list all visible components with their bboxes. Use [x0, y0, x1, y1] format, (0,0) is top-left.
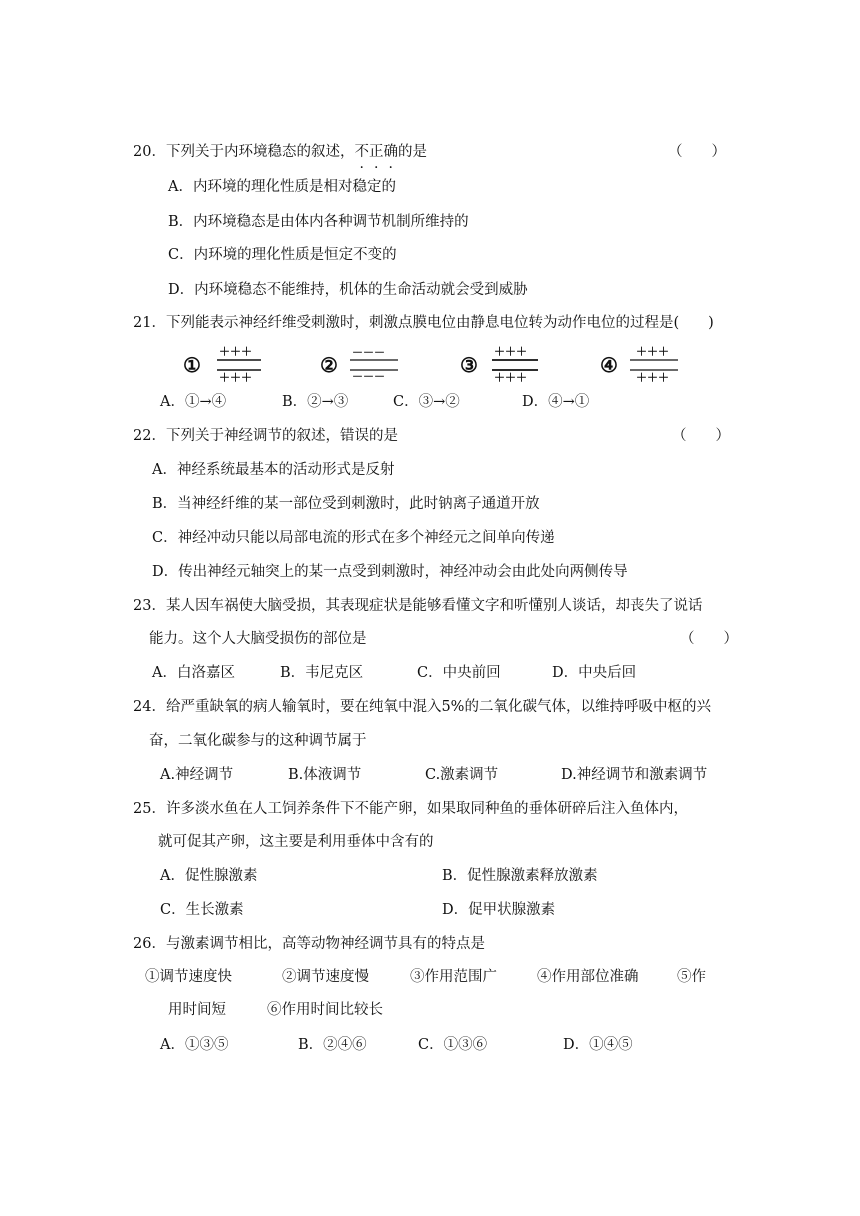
q21-figure-1: [183, 343, 273, 387]
q21-figure-4-top-charge: ＋＋＋: [636, 345, 669, 358]
q24-option-c: C.激素调节: [425, 767, 499, 783]
q24-option-a: A.神经调节: [160, 767, 234, 783]
q21-figure-2-top-charge: －－－: [352, 346, 385, 359]
q23-option-d: D．中央后回: [552, 665, 637, 681]
q26-option-a: A．①③⑤: [160, 1037, 229, 1053]
q21-figure-3-label: ③: [460, 353, 478, 377]
q20-stem-emphasis: 不正确: [354, 144, 398, 160]
q24-stem-line1: 24．给严重缺氧的病人输氧时，要在纯氧中混入5%的二氧化碳气体，以维持呼吸中枢的兴: [133, 699, 711, 715]
q21-figure-3: [460, 343, 550, 387]
q21-figure-2: [320, 343, 410, 387]
q21-option-c: C．③→②: [393, 394, 460, 410]
q20-stem: 20．下列关于内环境稳态的叙述，不正确的是: [133, 144, 427, 160]
q25-stem-line1: 25．许多淡水鱼在人工饲养条件下不能产卵，如果取同种鱼的垂体研碎后注入鱼体内，: [133, 801, 688, 817]
q26-stem: 26．与激素调节相比，高等动物神经调节具有的特点是: [133, 936, 485, 952]
membrane-diagram-icon: [217, 343, 277, 387]
q26-item-3: ③作用范围广: [410, 969, 497, 985]
q23-option-c: C．中央前回: [417, 665, 501, 681]
q24-stem-line2: 奋，二氧化碳参与的这种调节属于: [149, 733, 367, 749]
q22-option-d: D．传出神经元轴突上的某一点受到刺激时，神经冲动会由此处向两侧传导: [152, 564, 628, 580]
q21-figure-1-bottom-charge: ＋＋＋: [219, 371, 252, 384]
q26-option-b: B．②④⑥: [298, 1037, 367, 1053]
q26-item-6: ⑥作用时间比较长: [267, 1002, 383, 1018]
q20-option-d: D．内环境稳态不能维持，机体的生命活动就会受到威胁: [168, 282, 528, 298]
q24-option-d: D.神经调节和激素调节: [561, 767, 708, 783]
q25-option-b: B．促性腺激素释放激素: [442, 868, 598, 884]
q25-option-d: D．促甲状腺激素: [442, 902, 556, 918]
q21-stem: 21．下列能表示神经纤维受刺激时，刺激点膜电位由静息电位转为动作电位的过程是( ): [133, 315, 714, 331]
q25-option-a: A．促性腺激素: [160, 868, 258, 884]
q20-option-c: C．内环境的理化性质是恒定不变的: [168, 247, 397, 263]
q20-option-b: B．内环境稳态是由体内各种调节机制所维持的: [168, 214, 469, 230]
membrane-diagram-icon: [492, 343, 552, 387]
q22-option-b: B．当神经纤维的某一部位受到刺激时，此时钠离子通道开放: [152, 496, 540, 512]
q26-option-d: D．①④⑤: [563, 1037, 633, 1053]
q23-option-a: A．白洛嘉区: [152, 665, 235, 681]
q21-figure-3-bottom-charge: ＋＋＋: [494, 371, 527, 384]
q21-figure-3-top-charge: ＋＋＋: [494, 345, 527, 358]
q21-option-d: D．④→①: [522, 394, 590, 410]
q26-item-1: ①调节速度快: [145, 969, 232, 985]
q21-figure-2-bottom-charge: －－－: [352, 370, 385, 383]
q23-option-b: B．韦尼克区: [280, 665, 364, 681]
q26-item-5-cont: 用时间短: [168, 1002, 226, 1018]
membrane-diagram-icon: [630, 343, 690, 387]
q20-answer-blank[interactable]: （ ）: [668, 144, 726, 160]
q21-figure-4-label: ④: [600, 353, 618, 377]
q26-item-5: ⑤作: [677, 969, 706, 985]
q21-figure-1-label: ①: [183, 353, 201, 377]
q22-stem: 22．下列关于神经调节的叙述，错误的是: [133, 428, 398, 444]
q25-stem-line2: 就可促其产卵，这主要是利用垂体中含有的: [158, 834, 434, 850]
q22-option-a: A．神经系统最基本的活动形式是反射: [152, 462, 395, 478]
membrane-diagram-icon: [350, 343, 410, 387]
q25-option-c: C．生长激素: [160, 902, 244, 918]
q21-option-a: A．①→④: [160, 394, 227, 410]
q26-option-c: C．①③⑥: [418, 1037, 488, 1053]
q21-figure-1-top-charge: ＋＋＋: [219, 345, 252, 358]
q23-stem-line1: 23．某人因车祸使大脑受损，其表现症状是能够看懂文字和听懂别人谈话，却丧失了说话: [133, 598, 703, 614]
q26-item-2: ②调节速度慢: [282, 969, 369, 985]
q24-option-b: B.体液调节: [288, 767, 362, 783]
q21-figure-4-bottom-charge: ＋＋＋: [636, 371, 669, 384]
q21-option-b: B．②→③: [282, 394, 349, 410]
q22-answer-blank[interactable]: （ ）: [672, 428, 730, 444]
q21-figure-2-label: ②: [320, 353, 338, 377]
q23-answer-blank[interactable]: （ ）: [680, 631, 738, 647]
q26-item-4: ④作用部位准确: [537, 969, 639, 985]
q23-stem-line2: 能力。这个人大脑受损伤的部位是: [149, 631, 367, 647]
q20-option-a: A．内环境的理化性质是相对稳定的: [168, 179, 396, 195]
q22-option-c: C．神经冲动只能以局部电流的形式在多个神经元之间单向传递: [152, 530, 555, 546]
q21-figure-4: [600, 343, 690, 387]
